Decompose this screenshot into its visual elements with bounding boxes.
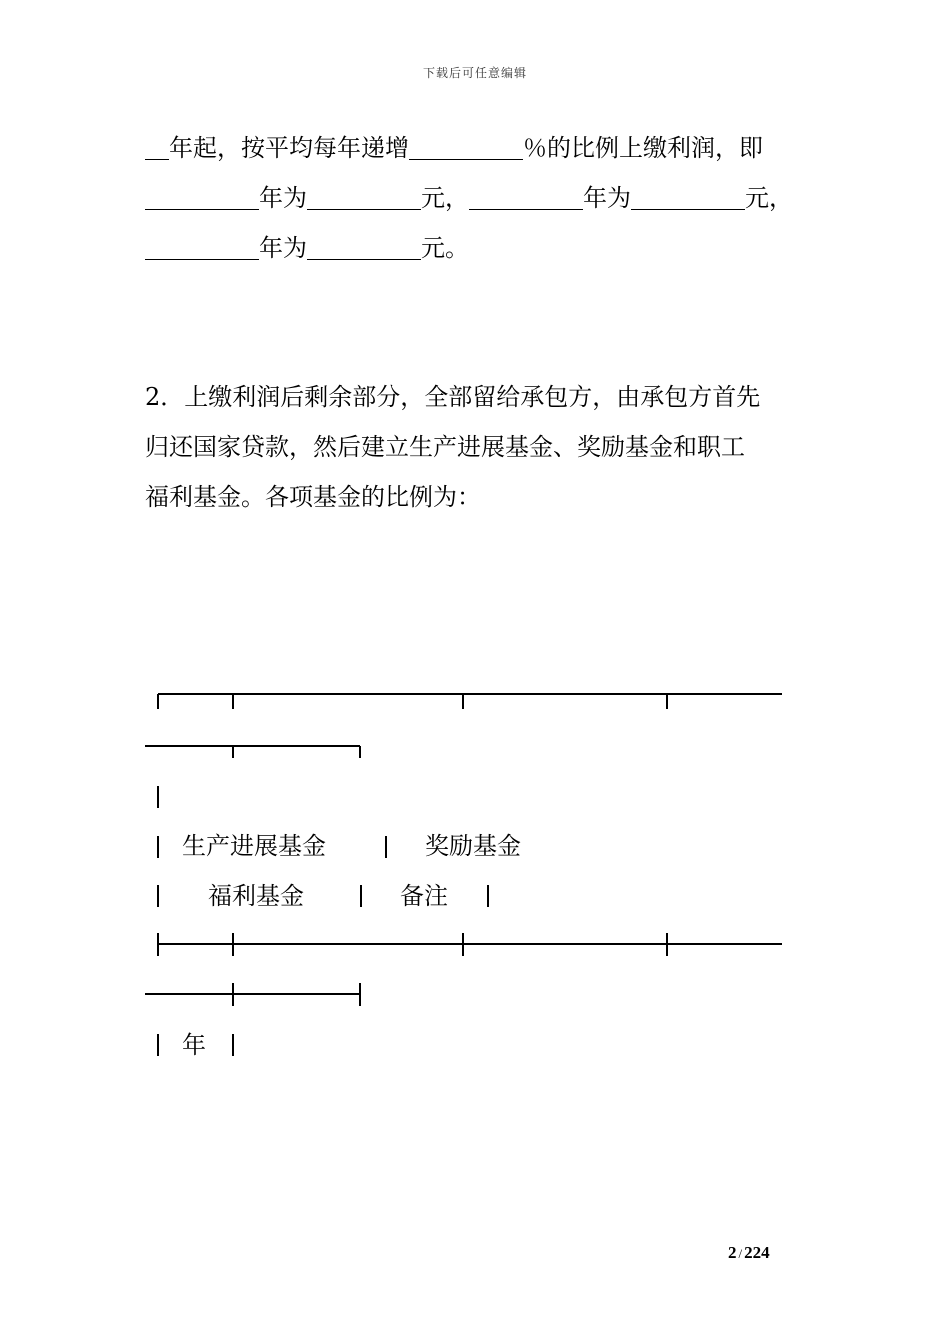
text-segment: 元。	[421, 234, 469, 262]
blank-field[interactable]	[145, 237, 259, 260]
page-number	[728, 1243, 770, 1263]
text-segment: 元，	[745, 184, 793, 212]
page-total: 224	[744, 1243, 770, 1262]
paragraph-2-line-2: 归还国家贷款，然后建立生产进展基金、奖励基金和职工	[145, 433, 745, 461]
text-segment: 年为	[583, 184, 631, 212]
blank-field[interactable]	[307, 237, 421, 260]
table-row-year-label: 年	[182, 1031, 206, 1059]
paragraph-1-line-3	[145, 233, 469, 263]
table-header-bonus-fund: 奖励基金	[425, 832, 521, 860]
blank-field[interactable]	[307, 187, 421, 210]
blank-field[interactable]	[145, 137, 169, 160]
text-segment: 年起，按平均每年递增	[169, 134, 409, 162]
paragraph-1-line-1	[145, 133, 763, 163]
text-segment: 年为	[259, 234, 307, 262]
blank-field[interactable]	[631, 187, 745, 210]
table-header-development-fund: 生产进展基金	[182, 832, 326, 860]
paragraph-2-line-3: 福利基金。各项基金的比例为：	[145, 483, 481, 511]
text-segment: 年为	[259, 184, 307, 212]
paragraph-2-line-1: 2．上缴利润后剩余部分，全部留给承包方，由承包方首先	[145, 383, 761, 411]
text-segment: 元，	[421, 184, 469, 212]
page-current: 2	[728, 1243, 737, 1262]
page-header: 下载后可任意编辑	[422, 66, 527, 80]
table-header-remarks: 备注	[400, 882, 448, 910]
blank-field[interactable]	[469, 187, 583, 210]
blank-field[interactable]	[409, 137, 523, 160]
blank-field[interactable]	[145, 187, 259, 210]
text-segment: ％的比例上缴利润，即	[523, 134, 763, 162]
paragraph-1-line-2	[145, 183, 793, 213]
table-header-welfare-fund: 福利基金	[208, 882, 304, 910]
page-separator: /	[738, 1246, 743, 1261]
